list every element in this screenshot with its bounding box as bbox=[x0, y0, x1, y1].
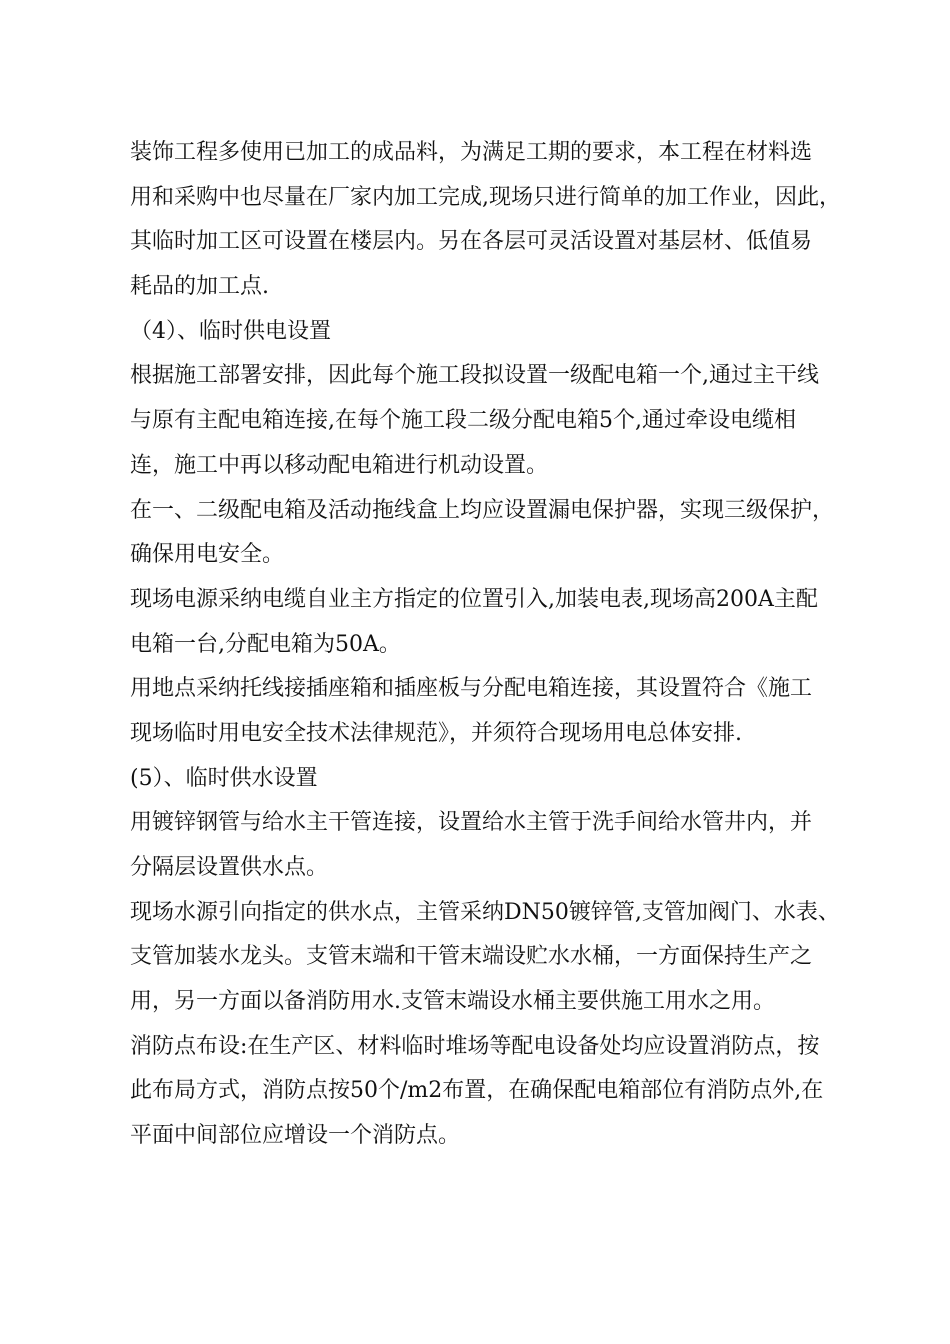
text-line-10: 确保用电安全。 bbox=[130, 542, 285, 568]
text-line-12: 电箱一台,分配电箱为50A。 bbox=[130, 631, 401, 657]
text-line-1: 装饰工程多使用已加工的成品料，为满足工期的要求，本工程在材料选 bbox=[130, 140, 813, 165]
text-line-21: 消防点布设:在生产区、材料临时堆场等配电设备处均应设置消防点，按 bbox=[130, 1033, 820, 1059]
text-line-6: 根据施工部署安排，因此每个施工段拟设置一级配电箱一个,通过主干线 bbox=[130, 363, 819, 389]
text-line-16: 用镀锌钢管与给水主干管连接，设置给水主管于洗手间给水管井内，并 bbox=[130, 810, 813, 836]
text-line-11: 现场电源采纳电缆自业主方指定的位置引入,加装电表,现场高200A主配 bbox=[130, 586, 818, 612]
text-line-4: 耗品的加工点. bbox=[130, 274, 269, 300]
document-body bbox=[130, 131, 850, 1159]
text-line-19: 支管加装水龙头。支管末端和干管末端设贮水水桶，一方面保持生产之 bbox=[130, 944, 813, 970]
text-line-22: 此布局方式，消防点按50个/m2布置，在确保配电箱部位有消防点外,在 bbox=[130, 1078, 824, 1104]
text-line-13: 用地点采纳托线接插座箱和插座板与分配电箱连接，其设置符合《施工 bbox=[130, 676, 813, 702]
text-line-23: 平面中间部位应增设一个消防点。 bbox=[130, 1123, 461, 1149]
text-line-17: 分隔层设置供水点。 bbox=[130, 855, 329, 880]
text-line-7: 与原有主配电箱连接,在每个施工段二级分配电箱5个,通过牵设电缆相 bbox=[130, 408, 796, 434]
text-line-9: 在一、二级配电箱及活动拖线盒上均应设置漏电保护器，实现三级保护， bbox=[130, 497, 835, 523]
text-line-14: 现场临时用电安全技术法律规范》，并须符合现场用电总体安排. bbox=[130, 720, 742, 746]
text-line-3: 其临时加工区可设置在楼层内。另在各层可灵活设置对基层材、低值易 bbox=[130, 229, 813, 255]
text-line-20: 用，另一方面以备消防用水.支管末端设水桶主要供施工用水之用。 bbox=[130, 989, 775, 1015]
section-heading-water: (5）、临时供水设置 bbox=[130, 765, 318, 791]
text-line-18: 现场水源引向指定的供水点，主管采纳DN50镀锌管,支管加阀门、水表、 bbox=[130, 899, 840, 925]
text-line-8: 连，施工中再以移动配电箱进行机动设置。 bbox=[130, 452, 549, 478]
text-line-2: 用和采购中也尽量在厂家内加工完成,现场只进行简单的加工作业，因此， bbox=[130, 184, 841, 210]
section-heading-power: （4）、临时供电设置 bbox=[130, 318, 331, 344]
